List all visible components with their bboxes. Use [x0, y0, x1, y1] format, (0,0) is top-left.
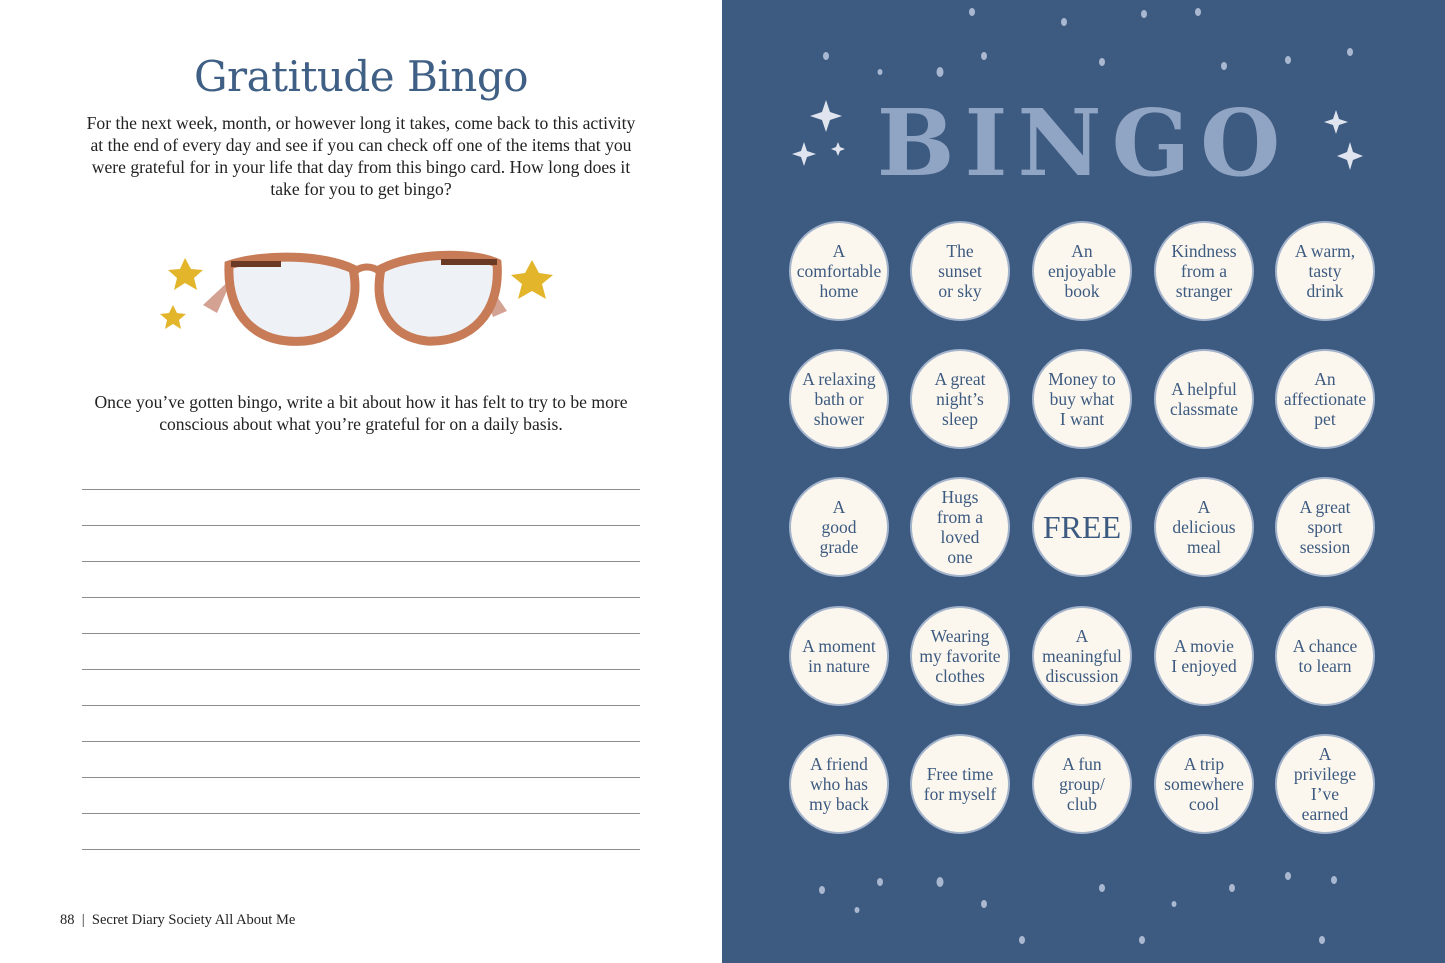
page-title: Gratitude Bingo [193, 52, 529, 101]
bingo-cell-label: Hugs from a loved one [936, 487, 984, 567]
bingo-cell [789, 349, 889, 449]
bingo-cell-label: A movie I enjoyed [1171, 636, 1237, 676]
bingo-cell-label: A fun group/ club [1059, 754, 1105, 814]
bingo-cell [789, 734, 889, 834]
write-line [82, 597, 640, 598]
bingo-cell [1275, 349, 1375, 449]
bingo-cell-label: A delicious meal [1172, 497, 1236, 557]
bingo-cell [1154, 734, 1254, 834]
write-line [82, 489, 640, 490]
bingo-cell [910, 477, 1010, 577]
bingo-cell-label: A privilege I’ve earned [1293, 744, 1357, 824]
writing-prompt: Once you’ve gotten bingo, write a bit about how it has felt to try to be more conscious about what you’re grateful for on a daily basis. [94, 392, 628, 434]
write-line [82, 561, 640, 562]
bingo-cell [1154, 349, 1254, 449]
bingo-cell-label: Money to buy what I want [1048, 369, 1116, 429]
page-footer: 88 | Secret Diary Society All About Me [60, 912, 296, 928]
bingo-cell [789, 606, 889, 706]
bingo-cell [1032, 349, 1132, 449]
bingo-cell [910, 606, 1010, 706]
bingo-cell [910, 734, 1010, 834]
bingo-cell [910, 349, 1010, 449]
bingo-cell [1032, 606, 1132, 706]
gold-star-icon [511, 260, 553, 299]
right-page [722, 0, 1445, 963]
bingo-cell [789, 221, 889, 321]
bingo-cell [1275, 734, 1375, 834]
write-line [82, 813, 640, 814]
bingo-cell [1275, 221, 1375, 321]
bingo-cell-label: A chance to learn [1292, 636, 1358, 676]
gold-star-icon [160, 305, 186, 329]
bingo-cell [1154, 221, 1254, 321]
gold-star-icon [168, 258, 203, 290]
bingo-cell-label: An enjoyable book [1047, 241, 1117, 301]
bingo-cell-label: A good grade [819, 497, 859, 557]
write-line [82, 777, 640, 778]
bingo-cell [1275, 606, 1375, 706]
bingo-cell-label: A trip somewhere cool [1164, 754, 1244, 814]
bingo-cell-label: Free time for myself [923, 764, 997, 804]
write-line [82, 633, 640, 634]
bingo-heading: BINGO [876, 89, 1291, 197]
bingo-cell-label: An affectionate pet [1283, 369, 1367, 429]
write-line [82, 669, 640, 670]
bingo-cell-label: A relaxing bath or shower [802, 369, 876, 429]
bingo-cell-label: A meaningful discussion [1042, 626, 1122, 686]
bingo-cell [789, 477, 889, 577]
bingo-cell-label: Wearing my favorite clothes [919, 626, 1001, 686]
intro-paragraph: For the next week, month, or however long it takes, come back to this activity at the end of every day and see if you can check off one of the items that you were grateful for in your life that day from this bingo card. How long does it take for you to get bingo? [86, 113, 636, 199]
bingo-cell [1032, 221, 1132, 321]
bingo-cell-label: A great sport session [1299, 497, 1351, 557]
bingo-cell-label: A helpful classmate [1169, 379, 1239, 419]
bingo-cell [1032, 734, 1132, 834]
bingo-cell [1154, 477, 1254, 577]
write-line [82, 741, 640, 742]
write-line [82, 525, 640, 526]
bingo-cell-label: FREE [1042, 509, 1122, 545]
bingo-cell-free [1032, 477, 1132, 577]
bingo-cell-label: The sunset or sky [938, 241, 982, 301]
write-line [82, 849, 640, 850]
bingo-cell [910, 221, 1010, 321]
left-page [0, 0, 722, 963]
bingo-cell-label: Kindness from a stranger [1171, 241, 1237, 301]
bingo-cell [1275, 477, 1375, 577]
bingo-cell-label: A moment in nature [802, 636, 876, 676]
bingo-cell [1154, 606, 1254, 706]
bingo-cell-label: A friend who has my back [809, 754, 869, 814]
bingo-cell-label: A great night’s sleep [934, 369, 986, 429]
write-line [82, 705, 640, 706]
bingo-cell-label: A comfortable home [796, 241, 882, 301]
writing-lines [82, 489, 640, 885]
bingo-cell-label: A warm, tasty drink [1294, 241, 1356, 301]
glasses-illustration [155, 225, 565, 350]
